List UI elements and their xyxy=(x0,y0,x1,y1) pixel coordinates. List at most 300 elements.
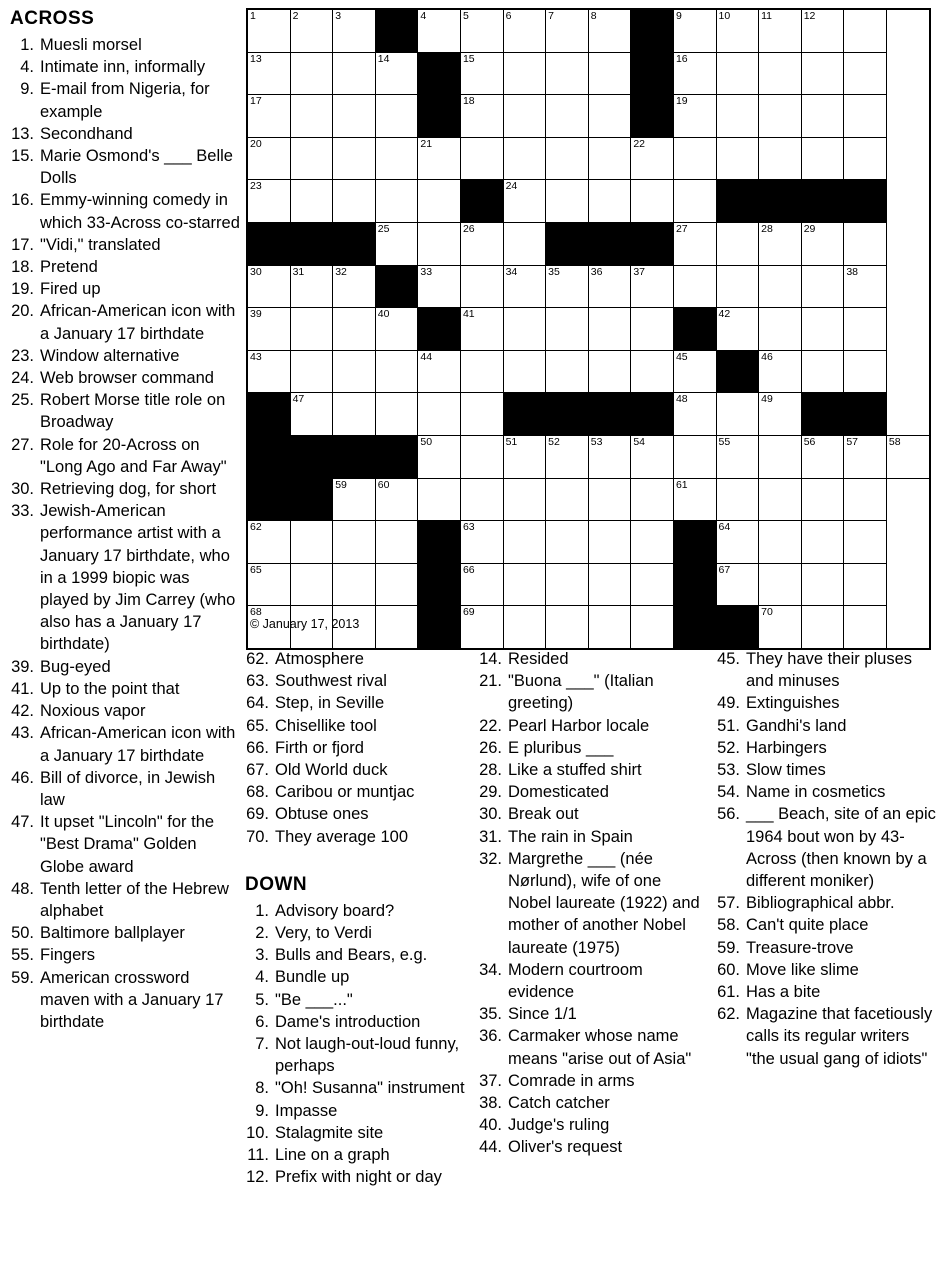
grid-cell[interactable] xyxy=(673,95,716,138)
grid-cell[interactable] xyxy=(844,606,887,649)
grid-cell[interactable] xyxy=(673,435,716,478)
grid-cell[interactable] xyxy=(801,52,844,95)
grid-cell[interactable] xyxy=(588,180,631,223)
grid-cell[interactable] xyxy=(546,563,589,606)
grid-cell[interactable] xyxy=(418,180,461,223)
grid-cell[interactable] xyxy=(844,350,887,393)
grid-cell[interactable] xyxy=(290,265,333,308)
grid-cell[interactable] xyxy=(290,563,333,606)
clue-item[interactable] xyxy=(478,803,700,825)
clue-item[interactable] xyxy=(245,648,467,670)
grid-cell[interactable] xyxy=(673,180,716,223)
clue-item[interactable] xyxy=(10,700,242,722)
grid-cell[interactable] xyxy=(290,180,333,223)
clue-item[interactable] xyxy=(245,900,467,922)
grid-cell[interactable] xyxy=(716,222,759,265)
clue-item[interactable] xyxy=(10,56,242,78)
grid-cell[interactable] xyxy=(844,137,887,180)
grid-cell[interactable] xyxy=(801,350,844,393)
grid-cell[interactable] xyxy=(460,95,503,138)
clue-number: 59. xyxy=(11,968,34,987)
clue-item[interactable] xyxy=(716,759,942,781)
grid-cell[interactable] xyxy=(503,308,546,351)
clue-item[interactable] xyxy=(10,878,242,922)
grid-cell[interactable] xyxy=(375,478,418,521)
grid-cell[interactable] xyxy=(418,9,461,52)
clue-text: Not laugh-out-loud funny, perhaps xyxy=(275,1035,460,1076)
grid-cell[interactable] xyxy=(759,478,802,521)
clue-item[interactable] xyxy=(10,34,242,56)
grid-cell-number: 63 xyxy=(462,521,475,534)
clue-item[interactable] xyxy=(10,811,242,878)
grid-cell[interactable] xyxy=(546,350,589,393)
clue-item[interactable] xyxy=(10,345,242,367)
clue-item[interactable] xyxy=(478,848,700,959)
clue-item[interactable] xyxy=(245,803,467,825)
clue-number: 24. xyxy=(11,369,34,388)
grid-cell[interactable] xyxy=(460,222,503,265)
clue-item[interactable] xyxy=(245,1144,467,1166)
grid-cell[interactable] xyxy=(801,265,844,308)
clue-item[interactable] xyxy=(10,234,242,256)
grid-row xyxy=(247,52,930,95)
grid-cell[interactable] xyxy=(801,137,844,180)
grid-cell[interactable] xyxy=(375,521,418,564)
grid-cell[interactable] xyxy=(588,563,631,606)
grid-cell[interactable] xyxy=(673,222,716,265)
grid-cell[interactable] xyxy=(673,350,716,393)
grid-cell[interactable] xyxy=(631,265,674,308)
grid-cell[interactable] xyxy=(290,521,333,564)
grid-cell[interactable] xyxy=(375,95,418,138)
grid-cell[interactable] xyxy=(844,478,887,521)
grid-cell[interactable] xyxy=(801,308,844,351)
grid-cell[interactable] xyxy=(375,180,418,223)
grid-cell[interactable] xyxy=(759,137,802,180)
grid-cell-number: 30 xyxy=(250,265,262,278)
clue-item[interactable] xyxy=(245,989,467,1011)
grid-cell[interactable] xyxy=(503,52,546,95)
grid-cell[interactable] xyxy=(375,222,418,265)
clue-item[interactable] xyxy=(10,123,242,145)
grid-cell[interactable] xyxy=(801,222,844,265)
grid-cell[interactable] xyxy=(333,52,376,95)
grid-cell[interactable] xyxy=(759,435,802,478)
grid-cell[interactable] xyxy=(588,265,631,308)
clue-text: Slow times xyxy=(746,761,826,780)
grid-cell[interactable] xyxy=(631,137,674,180)
grid-cell[interactable] xyxy=(503,9,546,52)
clue-item[interactable] xyxy=(245,1100,467,1122)
clue-item[interactable] xyxy=(245,1122,467,1144)
grid-cell[interactable] xyxy=(716,95,759,138)
clue-item[interactable] xyxy=(245,759,467,781)
clue-item[interactable] xyxy=(478,715,700,737)
grid-cell[interactable] xyxy=(844,308,887,351)
grid-cell[interactable] xyxy=(673,265,716,308)
grid-cell[interactable] xyxy=(460,393,503,436)
clue-item[interactable] xyxy=(10,367,242,389)
clue-item[interactable] xyxy=(10,434,242,478)
grid-cell[interactable] xyxy=(546,9,589,52)
clue-item[interactable] xyxy=(478,1092,700,1114)
clue-text: Step, in Seville xyxy=(275,694,385,713)
grid-cell[interactable] xyxy=(759,308,802,351)
clue-item[interactable] xyxy=(10,656,242,678)
grid-cell[interactable] xyxy=(716,563,759,606)
grid-cell[interactable] xyxy=(333,478,376,521)
grid-cell[interactable] xyxy=(546,180,589,223)
grid-cell[interactable] xyxy=(418,222,461,265)
grid-cell[interactable] xyxy=(333,521,376,564)
grid-cell[interactable] xyxy=(588,137,631,180)
grid-cell[interactable] xyxy=(801,563,844,606)
clue-item[interactable] xyxy=(245,1033,467,1077)
grid-cell[interactable] xyxy=(546,308,589,351)
grid-cell[interactable] xyxy=(503,350,546,393)
grid-cell[interactable] xyxy=(460,521,503,564)
grid-cell[interactable] xyxy=(247,180,290,223)
clue-item[interactable] xyxy=(716,715,942,737)
clue-text: Southwest rival xyxy=(275,672,387,691)
grid-cell[interactable] xyxy=(503,180,546,223)
clue-item[interactable] xyxy=(10,722,242,766)
clue-item[interactable] xyxy=(478,1070,700,1092)
clue-text: Treasure-trove xyxy=(746,938,854,957)
grid-cell[interactable] xyxy=(631,478,674,521)
grid-cell[interactable] xyxy=(801,95,844,138)
clue-item[interactable] xyxy=(716,892,942,914)
clue-item[interactable] xyxy=(10,967,242,1034)
grid-cell[interactable] xyxy=(333,350,376,393)
grid-cell[interactable] xyxy=(460,9,503,52)
grid-block-cell xyxy=(716,350,759,393)
grid-cell-number: 50 xyxy=(420,435,433,448)
down-heading: DOWN xyxy=(245,873,308,895)
clue-item[interactable] xyxy=(716,1003,942,1070)
grid-cell[interactable] xyxy=(333,563,376,606)
grid-cell[interactable] xyxy=(716,265,759,308)
grid-cell[interactable] xyxy=(375,350,418,393)
grid-cell[interactable] xyxy=(631,521,674,564)
clue-item[interactable] xyxy=(10,389,242,433)
clue-item[interactable] xyxy=(245,715,467,737)
grid-cell[interactable] xyxy=(460,52,503,95)
grid-cell[interactable] xyxy=(759,521,802,564)
grid-row xyxy=(247,222,930,265)
clue-item[interactable] xyxy=(716,959,942,981)
grid-cell[interactable] xyxy=(588,435,631,478)
grid-cell[interactable] xyxy=(503,95,546,138)
grid-cell[interactable] xyxy=(503,478,546,521)
grid-cell[interactable] xyxy=(247,265,290,308)
clue-item[interactable] xyxy=(245,737,467,759)
clue-item[interactable] xyxy=(245,670,467,692)
grid-cell[interactable] xyxy=(418,478,461,521)
crossword-grid-table[interactable] xyxy=(246,8,931,650)
clue-number: 64. xyxy=(246,694,269,713)
grid-cell[interactable] xyxy=(333,265,376,308)
clue-item[interactable] xyxy=(10,922,242,944)
grid-cell[interactable] xyxy=(716,52,759,95)
clue-item[interactable] xyxy=(716,648,942,692)
grid-cell[interactable] xyxy=(333,393,376,436)
clue-item[interactable] xyxy=(245,1166,467,1188)
grid-cell[interactable] xyxy=(247,95,290,138)
grid-cell[interactable] xyxy=(333,137,376,180)
grid-cell[interactable] xyxy=(333,95,376,138)
grid-cell-number: 10 xyxy=(718,10,731,22)
grid-cell[interactable] xyxy=(546,521,589,564)
grid-cell[interactable] xyxy=(247,9,290,52)
grid-cell[interactable] xyxy=(375,563,418,606)
grid-cell[interactable] xyxy=(759,393,802,436)
grid-cell[interactable] xyxy=(886,435,929,478)
grid-cell[interactable] xyxy=(844,9,887,52)
grid-cell[interactable] xyxy=(290,308,333,351)
grid-cell[interactable] xyxy=(801,521,844,564)
grid-cell[interactable] xyxy=(247,137,290,180)
grid-cell[interactable] xyxy=(844,52,887,95)
grid-cell[interactable] xyxy=(460,478,503,521)
clue-number: 70. xyxy=(246,827,269,846)
grid-cell[interactable] xyxy=(673,393,716,436)
clue-item[interactable] xyxy=(478,826,700,848)
grid-cell[interactable] xyxy=(759,350,802,393)
grid-block-cell xyxy=(418,308,461,351)
grid-cell[interactable] xyxy=(759,95,802,138)
clue-item[interactable] xyxy=(478,759,700,781)
grid-cell[interactable] xyxy=(844,521,887,564)
grid-cell[interactable] xyxy=(418,137,461,180)
grid-cell[interactable] xyxy=(290,393,333,436)
clue-text: Stalagmite site xyxy=(275,1123,384,1142)
clue-number: 69. xyxy=(246,805,269,824)
grid-cell[interactable] xyxy=(503,137,546,180)
clue-item[interactable] xyxy=(10,78,242,122)
grid-cell[interactable] xyxy=(716,435,759,478)
clue-item[interactable] xyxy=(245,781,467,803)
grid-cell-number: 1 xyxy=(250,10,256,22)
clue-item[interactable] xyxy=(478,648,700,670)
clue-item[interactable] xyxy=(716,914,942,936)
grid-cell[interactable] xyxy=(247,350,290,393)
grid-cell[interactable] xyxy=(546,606,589,649)
grid-cell-number: 57 xyxy=(846,435,858,448)
clue-item[interactable] xyxy=(478,781,700,803)
grid-cell[interactable] xyxy=(588,350,631,393)
grid-cell[interactable] xyxy=(503,265,546,308)
grid-cell[interactable] xyxy=(290,52,333,95)
grid-cell[interactable] xyxy=(375,308,418,351)
clue-item[interactable] xyxy=(716,937,942,959)
copyright-notice: © January 17, 2013 xyxy=(250,617,360,631)
grid-cell[interactable] xyxy=(503,606,546,649)
grid-cell[interactable] xyxy=(716,137,759,180)
grid-row xyxy=(247,435,930,478)
grid-cell[interactable] xyxy=(546,478,589,521)
clue-item[interactable] xyxy=(10,256,242,278)
clue-item[interactable] xyxy=(245,944,467,966)
grid-cell[interactable] xyxy=(546,435,589,478)
grid-cell[interactable] xyxy=(631,563,674,606)
grid-cell[interactable] xyxy=(503,521,546,564)
grid-cell[interactable] xyxy=(503,222,546,265)
clue-item[interactable] xyxy=(478,1114,700,1136)
clue-item[interactable] xyxy=(245,966,467,988)
grid-cell[interactable] xyxy=(375,393,418,436)
clue-number: 54. xyxy=(717,783,740,802)
clue-item[interactable] xyxy=(716,692,942,714)
grid-cell[interactable] xyxy=(588,478,631,521)
grid-cell[interactable] xyxy=(759,222,802,265)
grid-cell[interactable] xyxy=(460,308,503,351)
grid-cell[interactable] xyxy=(375,606,418,649)
clue-item[interactable] xyxy=(716,781,942,803)
clue-item[interactable] xyxy=(478,959,700,1003)
grid-cell[interactable] xyxy=(460,137,503,180)
clue-item[interactable] xyxy=(478,1025,700,1069)
grid-cell[interactable] xyxy=(247,521,290,564)
grid-cell[interactable] xyxy=(631,606,674,649)
grid-cell[interactable] xyxy=(844,563,887,606)
clue-item[interactable] xyxy=(716,981,942,1003)
clue-item[interactable] xyxy=(245,826,467,848)
grid-cell[interactable] xyxy=(631,180,674,223)
grid-cell[interactable] xyxy=(546,137,589,180)
grid-cell[interactable] xyxy=(503,563,546,606)
grid-cell[interactable] xyxy=(801,435,844,478)
clue-item[interactable] xyxy=(10,278,242,300)
grid-cell[interactable] xyxy=(247,308,290,351)
grid-cell-number: 9 xyxy=(675,10,682,22)
grid-cell[interactable] xyxy=(418,393,461,436)
grid-cell[interactable] xyxy=(460,265,503,308)
grid-cell[interactable] xyxy=(801,606,844,649)
clue-item[interactable] xyxy=(10,478,242,500)
clue-text: Caribou or muntjac xyxy=(275,783,415,802)
grid-cell[interactable] xyxy=(716,393,759,436)
clue-item[interactable] xyxy=(478,1136,700,1158)
clue-item[interactable] xyxy=(10,300,242,344)
grid-block-cell xyxy=(290,478,333,521)
grid-cell[interactable] xyxy=(588,308,631,351)
grid-cell[interactable] xyxy=(844,435,887,478)
clue-item[interactable] xyxy=(716,803,942,892)
grid-cell[interactable] xyxy=(716,478,759,521)
grid-cell[interactable] xyxy=(546,95,589,138)
grid-cell[interactable] xyxy=(673,52,716,95)
grid-cell[interactable] xyxy=(546,52,589,95)
clue-item[interactable] xyxy=(478,670,700,714)
grid-cell[interactable] xyxy=(844,95,887,138)
grid-cell[interactable] xyxy=(546,265,589,308)
grid-cell[interactable] xyxy=(844,222,887,265)
grid-cell[interactable] xyxy=(247,563,290,606)
grid-cell[interactable] xyxy=(801,478,844,521)
grid-cell[interactable] xyxy=(333,180,376,223)
grid-cell[interactable] xyxy=(759,52,802,95)
grid-cell[interactable] xyxy=(460,435,503,478)
grid-cell[interactable] xyxy=(460,350,503,393)
grid-cell[interactable] xyxy=(673,137,716,180)
clue-item[interactable] xyxy=(245,1077,467,1099)
clue-item[interactable] xyxy=(245,1011,467,1033)
clue-text: Baltimore ballplayer xyxy=(40,924,185,943)
grid-cell[interactable] xyxy=(418,435,461,478)
grid-cell[interactable] xyxy=(290,350,333,393)
grid-block-cell xyxy=(247,393,290,436)
grid-cell[interactable] xyxy=(631,308,674,351)
grid-cell[interactable] xyxy=(588,521,631,564)
grid-cell[interactable] xyxy=(673,9,716,52)
grid-cell[interactable] xyxy=(588,606,631,649)
grid-cell[interactable] xyxy=(333,9,376,52)
grid-cell[interactable] xyxy=(588,9,631,52)
grid-cell[interactable] xyxy=(588,52,631,95)
grid-cell[interactable] xyxy=(759,9,802,52)
grid-cell[interactable] xyxy=(375,52,418,95)
grid-cell[interactable] xyxy=(716,521,759,564)
clue-number: 4. xyxy=(255,968,269,987)
grid-cell[interactable] xyxy=(673,478,716,521)
clue-item[interactable] xyxy=(716,737,942,759)
grid-cell[interactable] xyxy=(759,265,802,308)
grid-cell[interactable] xyxy=(290,137,333,180)
clue-number: 23. xyxy=(11,346,34,365)
clue-item[interactable] xyxy=(10,189,242,233)
clue-item[interactable] xyxy=(245,692,467,714)
grid-cell[interactable] xyxy=(503,435,546,478)
grid-cell[interactable] xyxy=(759,563,802,606)
clue-item[interactable] xyxy=(10,145,242,189)
clue-item[interactable] xyxy=(10,767,242,811)
grid-cell[interactable] xyxy=(844,265,887,308)
clue-text: Web browser command xyxy=(40,369,214,388)
grid-cell[interactable] xyxy=(375,137,418,180)
grid-cell[interactable] xyxy=(290,9,333,52)
clue-text: Fired up xyxy=(40,280,101,299)
crossword-grid[interactable] xyxy=(246,8,931,650)
grid-cell[interactable] xyxy=(588,95,631,138)
clue-item[interactable] xyxy=(478,1003,700,1025)
clue-item[interactable] xyxy=(478,737,700,759)
clue-item[interactable] xyxy=(245,922,467,944)
grid-cell[interactable] xyxy=(716,308,759,351)
clue-number: 57. xyxy=(717,894,740,913)
clue-item[interactable] xyxy=(10,500,242,655)
grid-cell[interactable] xyxy=(247,52,290,95)
grid-cell[interactable] xyxy=(460,606,503,649)
grid-cell[interactable] xyxy=(418,350,461,393)
clue-item[interactable] xyxy=(10,678,242,700)
grid-cell[interactable] xyxy=(631,350,674,393)
clue-item[interactable] xyxy=(10,944,242,966)
grid-cell[interactable] xyxy=(759,606,802,649)
grid-cell[interactable] xyxy=(801,9,844,52)
grid-cell[interactable] xyxy=(333,308,376,351)
grid-cell-number: 47 xyxy=(292,393,305,406)
clue-text: "Buona ___" (Italian greeting) xyxy=(508,672,654,713)
grid-cell-number: 16 xyxy=(675,52,688,65)
grid-cell[interactable] xyxy=(631,435,674,478)
grid-cell[interactable] xyxy=(716,9,759,52)
grid-cell[interactable] xyxy=(290,95,333,138)
clue-text: American crossword maven with a January 17 birthdate xyxy=(40,968,224,1031)
clue-number: 45. xyxy=(717,650,740,668)
grid-cell[interactable] xyxy=(460,563,503,606)
grid-cell[interactable] xyxy=(418,265,461,308)
